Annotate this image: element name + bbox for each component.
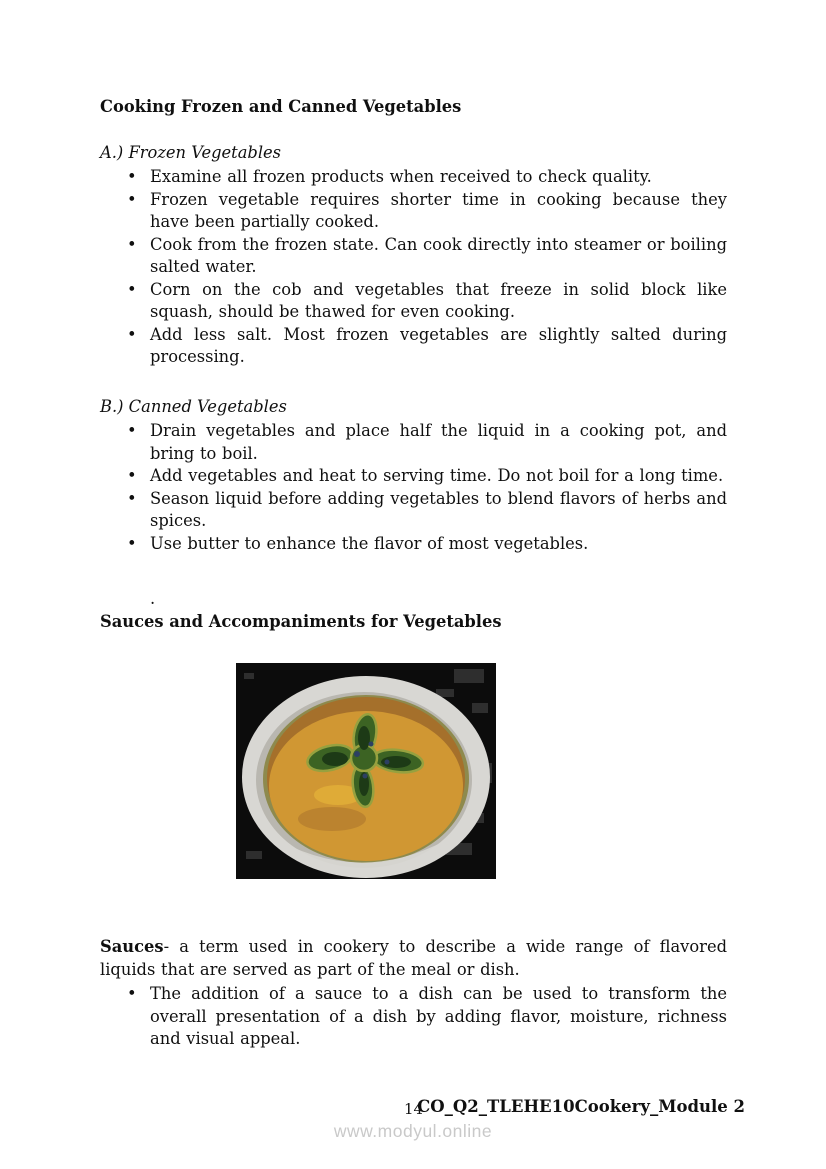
heading-sauces-accompaniments: Sauces and Accompaniments for Vegetables	[100, 611, 502, 631]
sauces-definition-paragraph	[100, 936, 727, 981]
section-b-bullet-list	[100, 420, 727, 555]
bullet-item: • Examine all frozen products when received to check quality.	[150, 166, 727, 189]
bullet-item: • Add vegetables and heat to serving time. Do not boil for a long time.	[150, 465, 727, 488]
sauces-term: Sauces	[100, 937, 164, 956]
sauces-definition-text: - a term used in cookery to describe a wide range of flavored liquids that are served as part of the meal or dish.	[100, 937, 727, 979]
heading-cooking-frozen-canned-vegetables: Cooking Frozen and Canned Vegetables	[100, 97, 462, 116]
bullet-item: • Frozen vegetable requires shorter time in cooking because they have been partially cooked.	[150, 189, 727, 234]
bullet-item: • The addition of a sauce to a dish can be used to transform the overall presentation of a dish by adding flavor, moisture, richness and visual appeal.	[150, 983, 727, 1051]
bullet-item: • Drain vegetables and place half the liquid in a cooking pot, and bring to boil.	[150, 420, 727, 465]
bullet-item: • Use butter to enhance the flavor of most vegetables.	[150, 533, 727, 556]
bullet-item: • Season liquid before adding vegetables to blend flavors of herbs and spices.	[150, 488, 727, 533]
soup-bowl-photo	[236, 663, 496, 879]
bullet-item: • Corn on the cob and vegetables that freeze in solid block like squash, should be thawed for even cooking.	[150, 279, 727, 324]
section-a-title: A.) Frozen Vegetables	[100, 142, 282, 162]
soup-bowl-illustration	[236, 663, 496, 879]
stray-period: .	[150, 589, 156, 608]
page-content	[100, 96, 727, 1051]
page-number: 14	[404, 1100, 424, 1118]
watermark-url: www.modyul.online	[333, 1121, 493, 1141]
bullet-item: • Add less salt. Most frozen vegetables are slightly salted during processing.	[150, 324, 727, 369]
sauces-bullet-list	[100, 983, 727, 1051]
module-footer-label: CO_Q2_TLEHE10Cookery_Module 2	[417, 1097, 745, 1116]
bullet-item: • Cook from the frozen state. Can cook directly into steamer or boiling salted water.	[150, 234, 727, 279]
section-a-bullet-list	[100, 166, 727, 369]
section-b-title: B.) Canned Vegetables	[100, 396, 287, 416]
